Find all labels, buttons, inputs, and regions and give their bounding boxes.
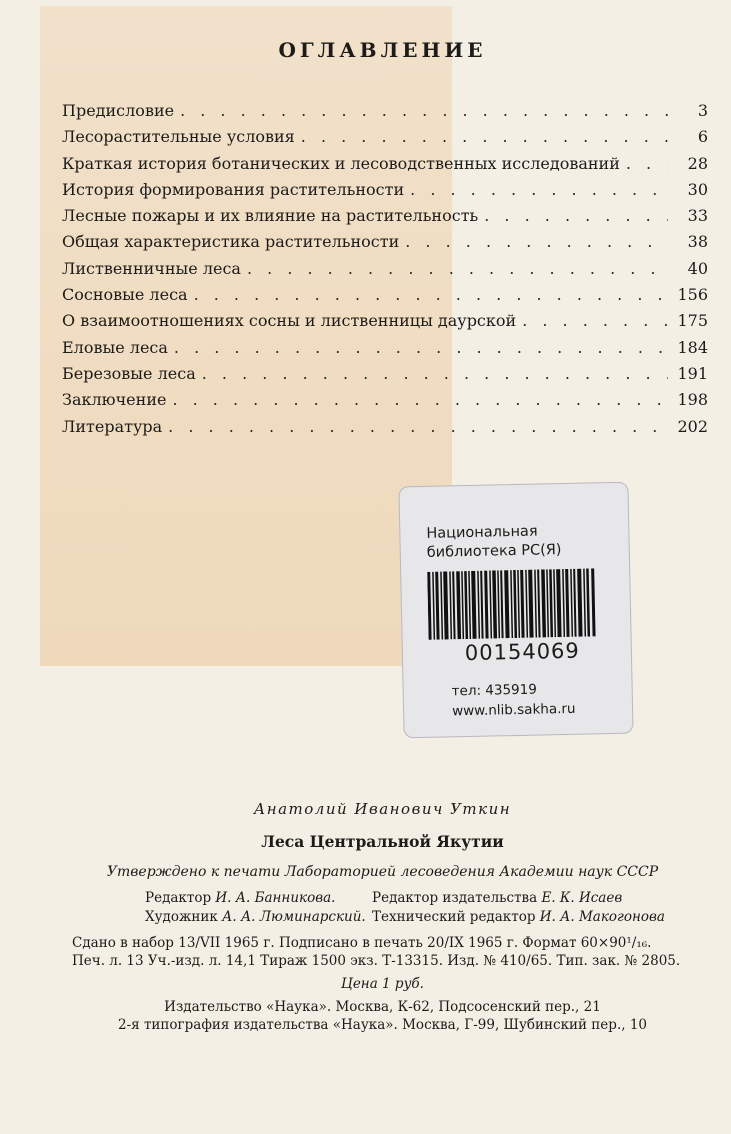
toc-entry-title: Лесные пожары и их влияние на растительность (62, 206, 479, 226)
toc-leader-dots (168, 417, 668, 436)
toc-entry-title: Лесорастительные условия (62, 127, 295, 147)
toc-leader-dots (405, 232, 668, 251)
toc-leader-dots (484, 206, 668, 225)
printing-details-line: Печ. л. 13 Уч.-изд. л. 14,1 Тираж 1500 экз. Т-13315. Изд. № 410/65. Тип. зак. № 2805. (72, 953, 681, 969)
toc-entry (62, 180, 708, 206)
toc-entry (62, 101, 708, 127)
editor-label: Редактор (145, 890, 212, 906)
toc-entry (62, 311, 708, 337)
toc-entry (62, 285, 708, 311)
barcode-icon (427, 568, 596, 640)
table-of-contents (62, 101, 708, 443)
library-stamp (398, 482, 633, 739)
library-name (426, 522, 562, 563)
toc-entry-title: Березовые леса (62, 363, 196, 383)
toc-entry-title: О взаимоотношениях сосны и лиственницы даурской (62, 311, 517, 331)
toc-entry (62, 232, 708, 258)
toc-entry-title: История формирования растительности (62, 179, 405, 199)
toc-entry-page: 28 (687, 153, 708, 173)
publisher-editor-label: Редактор издательства (372, 890, 538, 906)
toc-leader-dots (202, 364, 668, 383)
toc-entry-title: Предисловие (62, 101, 175, 120)
toc-leader-dots (410, 180, 668, 199)
toc-entry (62, 259, 708, 285)
toc-entry-page: 202 (677, 416, 708, 436)
toc-entry-page: 30 (687, 179, 708, 199)
publisher-editor-name: Е. К. Исаев (541, 890, 623, 906)
printing-details-line: Сдано в набор 13/VII 1965 г. Подписано в печать 20/IX 1965 г. Формат 60×90¹/₁₆. (72, 935, 652, 951)
book-title: Леса Центральной Якутии (261, 832, 504, 851)
toc-entry-page: 6 (697, 127, 708, 147)
technical-editor-name: И. А. Макогонова (539, 909, 665, 925)
toc-entry-page: 175 (677, 311, 708, 331)
toc-entry (62, 417, 708, 443)
toc-entry-page: 40 (687, 258, 708, 278)
toc-entry (62, 206, 708, 232)
toc-entry-title: Сосновые леса (62, 285, 188, 305)
toc-entry-page: 3 (697, 101, 708, 120)
toc-entry-page: 184 (677, 337, 708, 357)
toc-entry-page: 38 (687, 232, 708, 252)
toc-entry-title: Заключение (62, 390, 167, 410)
book-author: Анатолий Иванович Уткин (253, 800, 512, 818)
toc-entry (62, 338, 708, 364)
editors-left-column (145, 889, 366, 927)
barcode-number: 00154069 (464, 638, 581, 666)
editors-right-column (372, 889, 665, 927)
toc-entry-page: 198 (677, 390, 708, 410)
toc-leader-dots (626, 154, 668, 173)
toc-leader-dots (180, 101, 668, 120)
toc-entry-page: 33 (687, 206, 708, 226)
toc-leader-dots (522, 311, 668, 330)
library-phone: тел: 435919 (451, 681, 538, 700)
toc-leader-dots (247, 259, 668, 278)
toc-leader-dots (194, 285, 668, 304)
toc-entry-page: 191 (677, 363, 708, 383)
toc-entry-title: Краткая история ботанических и лесоводственных исследований (62, 153, 620, 173)
library-name-line: библиотека РС(Я) (426, 542, 562, 561)
toc-entry-title: Еловые леса (62, 337, 168, 357)
printer-address: 2-я типография издательства «Наука». Москва, Г-99, Шубинский пер., 10 (118, 1017, 647, 1033)
toc-leader-dots (172, 390, 668, 409)
price: Цена 1 руб. (341, 976, 424, 992)
publisher-address: Издательство «Наука». Москва, К-62, Подсосенский пер., 21 (164, 999, 601, 1015)
toc-entry (62, 127, 708, 153)
editor-name: И. А. Банникова. (215, 890, 336, 906)
library-name-line: Национальная (426, 523, 538, 542)
artist-label: Художник (145, 909, 218, 925)
page-title: ОГЛАВЛЕНИЕ (278, 38, 487, 62)
approval-line: Утверждено к печати Лабораторией лесоведения Академии наук СССР (106, 864, 659, 880)
library-website: www.nlib.sakha.ru (451, 700, 576, 720)
toc-entry-page: 156 (677, 285, 708, 305)
toc-entry (62, 154, 708, 180)
toc-leader-dots (301, 127, 668, 146)
toc-entry-title: Литература (62, 416, 163, 436)
toc-entry-title: Общая характеристика растительности (62, 232, 400, 252)
toc-entry (62, 364, 708, 390)
toc-leader-dots (174, 338, 668, 357)
technical-editor-label: Технический редактор (372, 909, 536, 925)
printing-details (72, 934, 712, 970)
toc-entry-title: Лиственничные леса (62, 258, 241, 278)
artist-name: А. А. Люминарский. (222, 909, 366, 925)
toc-entry (62, 390, 708, 416)
